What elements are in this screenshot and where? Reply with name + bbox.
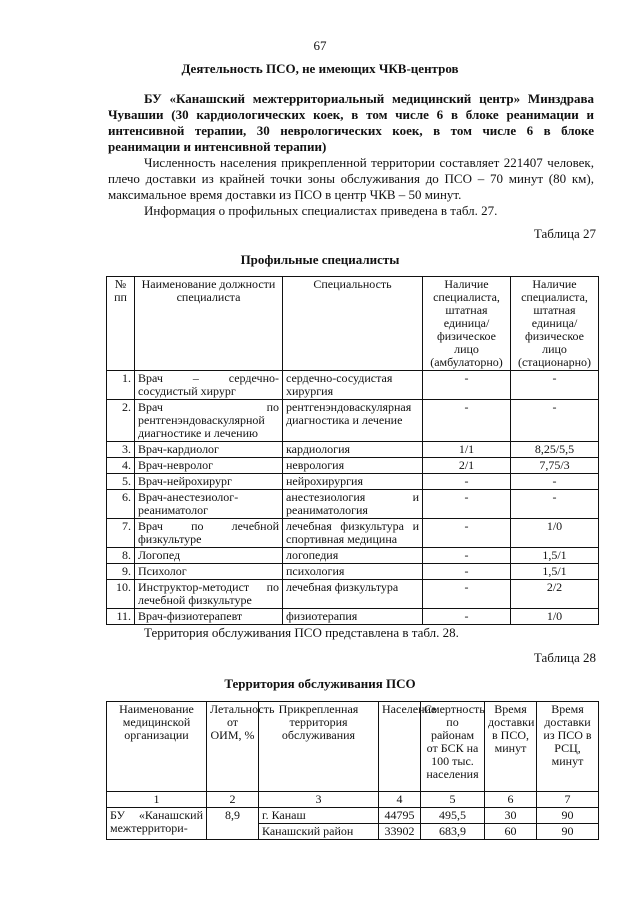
- table27-label: Таблица 27: [533, 226, 596, 241]
- specialty-cell: логопедия: [283, 548, 423, 564]
- organization-cell: БУ «Канашский межтерритори-: [107, 808, 207, 840]
- org-heading: БУ «Канашский межтерриториальный медицинский центр» Минздрава Чувашии (30 кардиологических коек, в том числе 6 в блоке реанимации и интенсивной терапии, 30 неврологических коек, в том числе 6 в блоке реанимации и интенсивной терапии): [108, 91, 594, 154]
- table-row: [107, 442, 599, 458]
- position-cell: Врач-кардиолог: [135, 442, 283, 458]
- territory-cell: г. Канаш: [259, 808, 379, 824]
- section-title: Деятельность ПСО, не имеющих ЧКВ-центров: [181, 61, 459, 76]
- mortality-cell: 683,9: [421, 824, 485, 840]
- table28-number-row: [107, 792, 599, 808]
- position-cell: Врач-физиотерапевт: [135, 609, 283, 625]
- inpatient-cell: 1,5/1: [511, 548, 599, 564]
- row-number: 9.: [107, 564, 135, 580]
- table-row: [107, 474, 599, 490]
- table28-title: Территория обслуживания ПСО: [224, 676, 416, 691]
- mortality-cell: 495,5: [421, 808, 485, 824]
- inpatient-cell: -: [511, 474, 599, 490]
- table-pso-territory: [106, 701, 599, 840]
- row-number: 8.: [107, 548, 135, 564]
- position-cell: Психолог: [135, 564, 283, 580]
- population-cell: 44795: [379, 808, 421, 824]
- ambulatory-cell: -: [423, 580, 511, 609]
- column-header: Летальность от ОИМ, %: [207, 702, 259, 792]
- inpatient-cell: 8,25/5,5: [511, 442, 599, 458]
- column-header: Прикрепленная территория обслуживания: [259, 702, 379, 792]
- territory-paragraph: Территория обслуживания ПСО представлена в табл. 28.: [144, 625, 459, 640]
- row-number: 3.: [107, 442, 135, 458]
- column-header: Время доставки в ПСО, минут: [485, 702, 537, 792]
- row-number: 11.: [107, 609, 135, 625]
- specialty-cell: сердечно-сосудистая хирургия: [283, 371, 423, 400]
- position-cell: Врач по лечебной физкультуре: [135, 519, 283, 548]
- ambulatory-cell: 2/1: [423, 458, 511, 474]
- inpatient-cell: 7,75/3: [511, 458, 599, 474]
- row-number: 10.: [107, 580, 135, 609]
- ambulatory-cell: -: [423, 564, 511, 580]
- territory-cell: Канашский район: [259, 824, 379, 840]
- time-to-rsc-cell: 90: [537, 808, 599, 824]
- specialty-cell: психология: [283, 564, 423, 580]
- column-number: 7: [537, 792, 599, 808]
- position-cell: Врач по рентгенэндоваскулярной диагностике и лечению: [135, 400, 283, 442]
- column-header: Время доставки из ПСО в РСЦ, минут: [537, 702, 599, 792]
- column-number: 6: [485, 792, 537, 808]
- inpatient-cell: 1/0: [511, 609, 599, 625]
- row-number: 2.: [107, 400, 135, 442]
- specialty-cell: физиотерапия: [283, 609, 423, 625]
- position-cell: Врач-анестезиолог-реаниматолог: [135, 490, 283, 519]
- table28-label: Таблица 28: [533, 650, 596, 665]
- table-row: [107, 564, 599, 580]
- column-header: № пп: [107, 277, 135, 371]
- ambulatory-cell: -: [423, 490, 511, 519]
- column-number: 1: [107, 792, 207, 808]
- table-row: [107, 519, 599, 548]
- table-row: [107, 548, 599, 564]
- table28-header-row: [107, 702, 599, 792]
- table-row: [107, 490, 599, 519]
- table-row: [107, 609, 599, 625]
- column-header: Население: [379, 702, 421, 792]
- population-cell: 33902: [379, 824, 421, 840]
- inpatient-cell: -: [511, 490, 599, 519]
- table-row: [107, 580, 599, 609]
- population-paragraph: Численность населения прикрепленной территории составляет 221407 человек, плечо доставки из крайней точки зоны обслуживания до ПСО – 70 минут (80 км), максимальное время доставки из ПСО в центр ЧКВ – 50 минут.: [108, 155, 594, 202]
- specialty-cell: нейрохирургия: [283, 474, 423, 490]
- inpatient-cell: 1/0: [511, 519, 599, 548]
- ambulatory-cell: -: [423, 548, 511, 564]
- ambulatory-cell: -: [423, 474, 511, 490]
- inpatient-cell: -: [511, 371, 599, 400]
- ambulatory-cell: -: [423, 371, 511, 400]
- table-row: [107, 371, 599, 400]
- info-paragraph: Информация о профильных специалистах приведена в табл. 27.: [144, 203, 498, 218]
- specialty-cell: неврология: [283, 458, 423, 474]
- column-header: Смертность по районам от БСК на 100 тыс. населения: [421, 702, 485, 792]
- ambulatory-cell: -: [423, 400, 511, 442]
- specialty-cell: кардиология: [283, 442, 423, 458]
- time-to-rsc-cell: 90: [537, 824, 599, 840]
- inpatient-cell: -: [511, 400, 599, 442]
- ambulatory-cell: 1/1: [423, 442, 511, 458]
- time-to-pso-cell: 60: [485, 824, 537, 840]
- table-profile-specialists: [106, 276, 599, 625]
- time-to-pso-cell: 30: [485, 808, 537, 824]
- column-number: 4: [379, 792, 421, 808]
- row-number: 4.: [107, 458, 135, 474]
- table-row: [107, 400, 599, 442]
- ambulatory-cell: -: [423, 609, 511, 625]
- row-number: 6.: [107, 490, 135, 519]
- ambulatory-cell: -: [423, 519, 511, 548]
- table-row: [107, 458, 599, 474]
- row-number: 1.: [107, 371, 135, 400]
- position-cell: Инструктор-методист по лечебной физкультуре: [135, 580, 283, 609]
- specialty-cell: лечебная физкультура и спортивная медицина: [283, 519, 423, 548]
- position-cell: Врач-невролог: [135, 458, 283, 474]
- specialty-cell: анестезиология и реаниматология: [283, 490, 423, 519]
- table-row: [107, 808, 599, 824]
- column-header: Наличие специалиста, штатная единица/ физическое лицо (амбулаторно): [423, 277, 511, 371]
- position-cell: Врач-нейрохирург: [135, 474, 283, 490]
- column-number: 5: [421, 792, 485, 808]
- inpatient-cell: 1,5/1: [511, 564, 599, 580]
- table27-title: Профильные специалисты: [240, 252, 400, 267]
- page-number: 67: [313, 38, 327, 53]
- column-header: Наименование должности специалиста: [135, 277, 283, 371]
- table27-header-row: [107, 277, 599, 371]
- position-cell: Врач – сердечно-сосудистый хирург: [135, 371, 283, 400]
- column-header: Специальность: [283, 277, 423, 371]
- row-number: 5.: [107, 474, 135, 490]
- column-header: Наличие специалиста, штатная единица/ физическое лицо (стационарно): [511, 277, 599, 371]
- column-header: Наименование медицинской организации: [107, 702, 207, 792]
- column-number: 2: [207, 792, 259, 808]
- specialty-cell: лечебная физкультура: [283, 580, 423, 609]
- row-number: 7.: [107, 519, 135, 548]
- position-cell: Логопед: [135, 548, 283, 564]
- lethality-cell: 8,9: [207, 808, 259, 840]
- inpatient-cell: 2/2: [511, 580, 599, 609]
- column-number: 3: [259, 792, 379, 808]
- specialty-cell: рентгенэндоваскулярная диагностика и лечение: [283, 400, 423, 442]
